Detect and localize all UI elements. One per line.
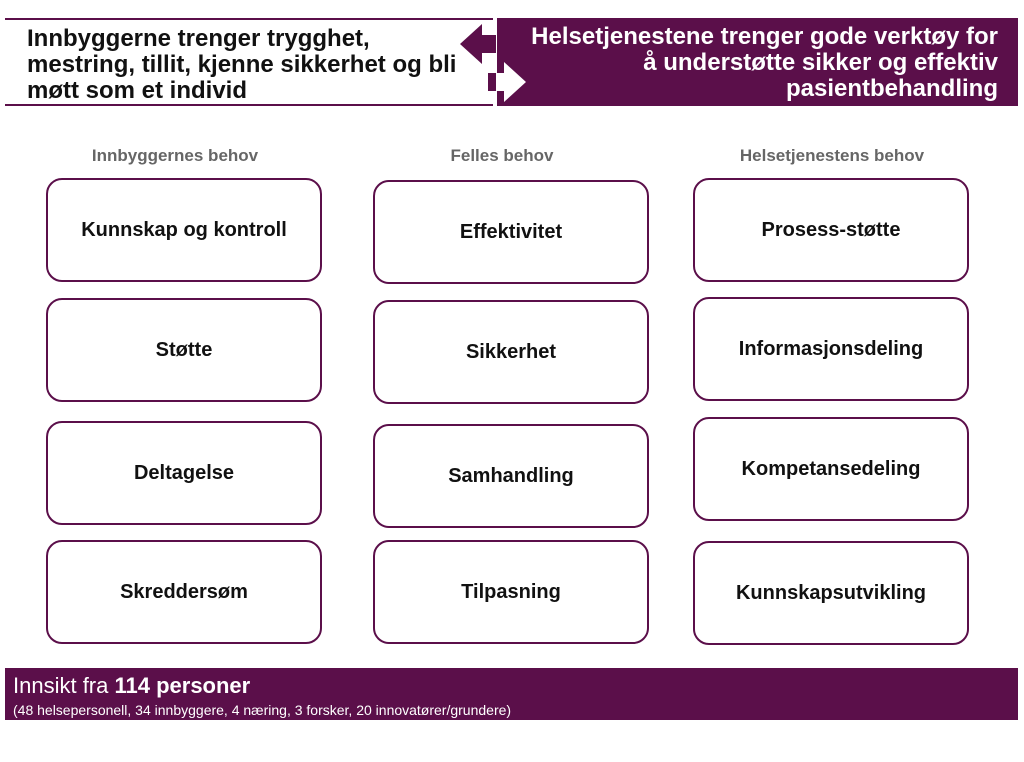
header-banner bbox=[0, 18, 1024, 110]
need-box: Skreddersøm bbox=[46, 540, 322, 644]
need-box: Samhandling bbox=[373, 424, 649, 528]
need-box: Støtte bbox=[46, 298, 322, 402]
need-box: Effektivitet bbox=[373, 180, 649, 284]
citizen-needs-statement: Innbyggerne trenger trygghet, mestring, tillit, kjenne sikkerhet og bli møtt som et individ bbox=[27, 25, 457, 104]
need-box: Kompetansedeling bbox=[693, 417, 969, 521]
need-box: Prosess-støtte bbox=[693, 178, 969, 282]
need-box: Kunnskap og kontroll bbox=[46, 178, 322, 282]
health-services-banner bbox=[497, 18, 1018, 106]
insight-footer bbox=[5, 668, 1018, 720]
column-heading-shared: Felles behov bbox=[450, 146, 554, 165]
column-heading-citizens: Innbyggernes behov bbox=[91, 146, 259, 165]
need-box: Informasjonsdeling bbox=[693, 297, 969, 401]
need-box: Tilpasning bbox=[373, 540, 649, 644]
health-services-statement: Helsetjenestene trenger gode verktøy for å understøtte sikker og effektiv pasientbehandling bbox=[531, 23, 998, 102]
insight-prefix: Innsikt fra bbox=[13, 673, 115, 698]
column-heading-health-services: Helsetjenestens behov bbox=[739, 146, 925, 165]
need-box: Sikkerhet bbox=[373, 300, 649, 404]
bidirectional-arrows-icon bbox=[458, 22, 528, 104]
insight-summary bbox=[13, 674, 250, 698]
insight-count: 114 personer bbox=[114, 673, 251, 698]
need-box: Deltagelse bbox=[46, 421, 322, 525]
citizen-needs-banner bbox=[5, 18, 493, 106]
insight-breakdown: (48 helsepersonell, 34 innbyggere, 4 næring, 3 forsker, 20 innovatører/grundere) bbox=[13, 702, 512, 718]
need-box: Kunnskapsutvikling bbox=[693, 541, 969, 645]
